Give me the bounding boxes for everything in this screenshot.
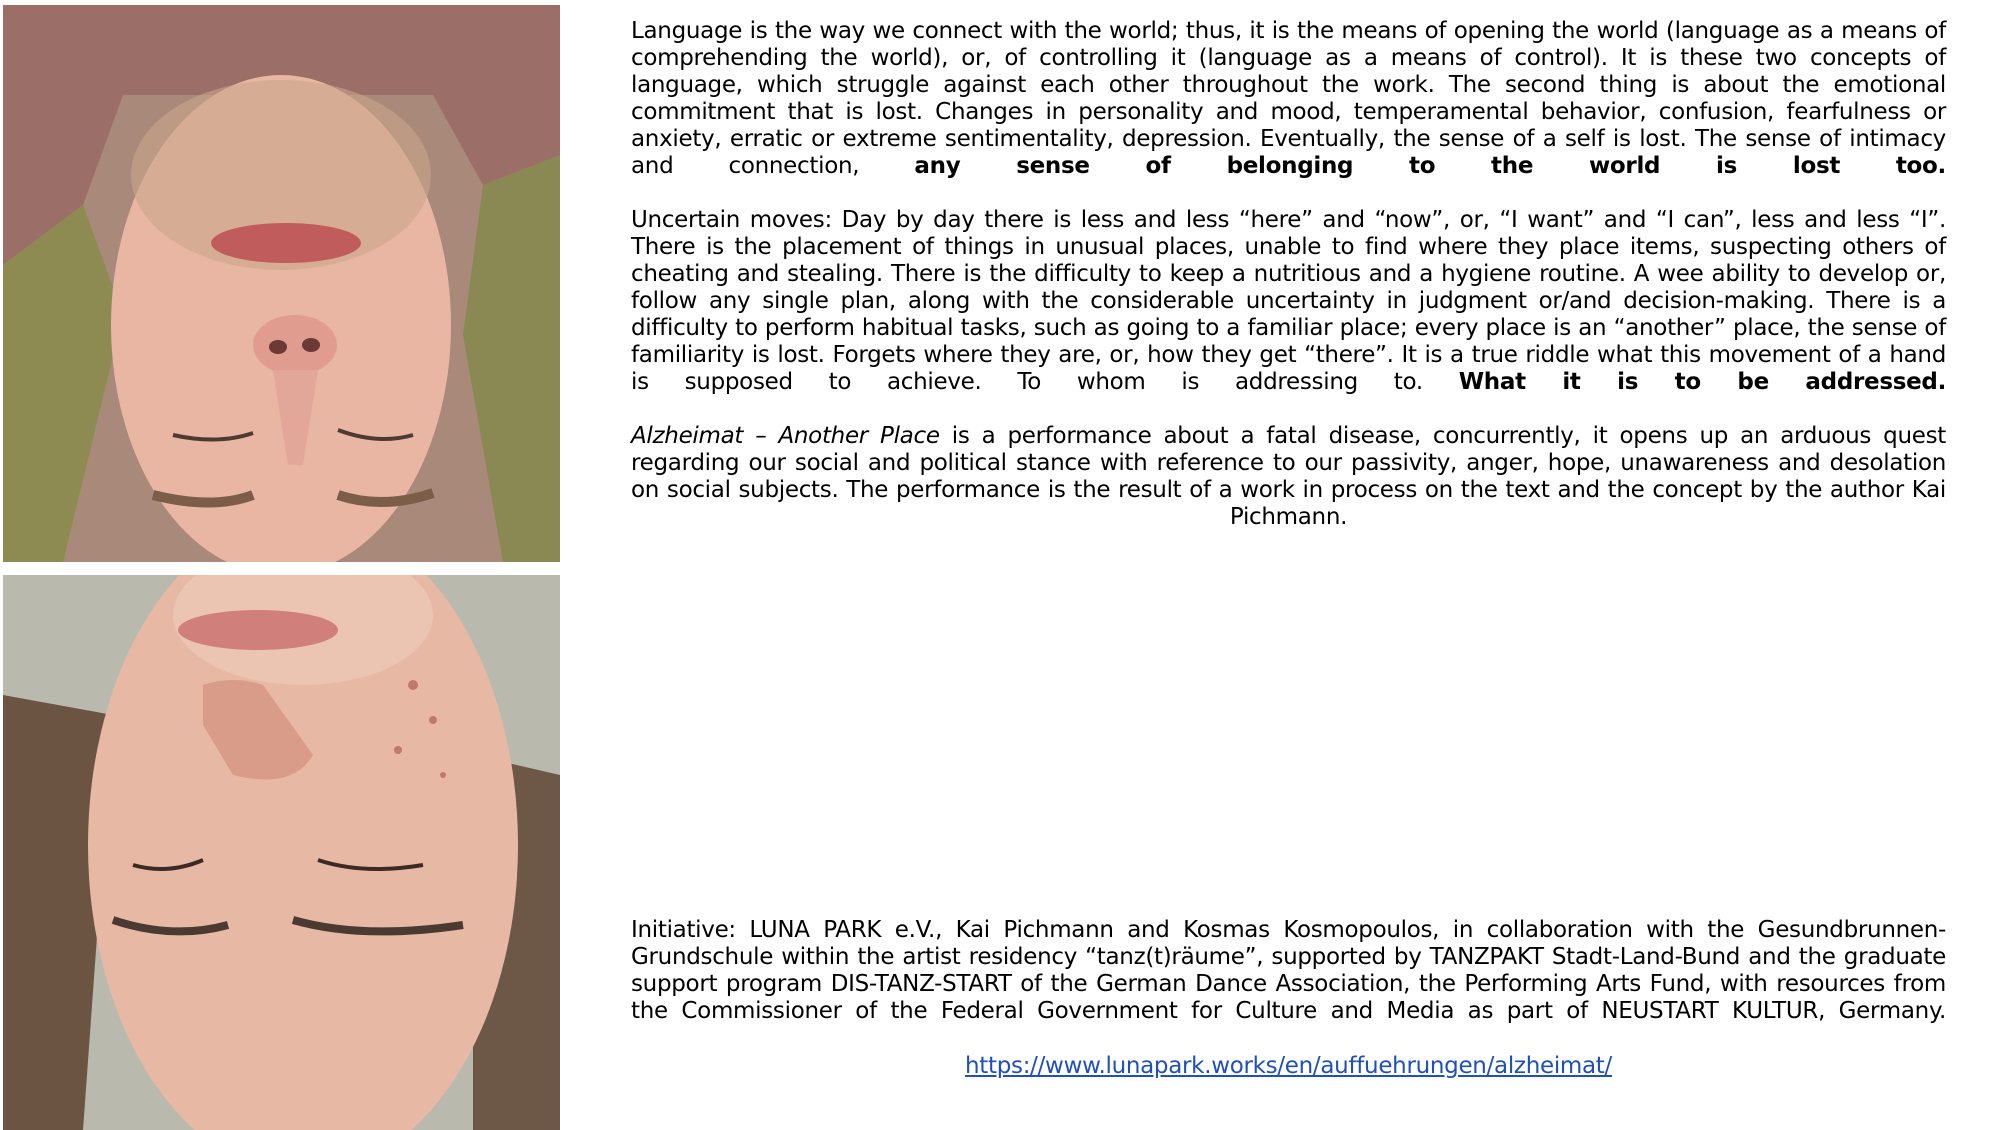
- paragraph-uncertain-moves-text: Uncertain moves: Day by day there is less and less “here” and “now”, or, “I want” and “I can”, less and less “I”. There is the placement of things in unusual places, unable to find where they place items, suspecting others of cheating and stealing. There is the difficulty to keep a nutritious and a hygiene routine. A wee ability to develop or, follow any single plan, along with the considerable uncertainty in judgment or/and decision-making. There is a difficulty to perform habitual tasks, such as going to a familiar place; every place is an “another” place, the sense of familiarity is lost. Forgets where they are, or, how they get “there”. It is a true riddle what this movement of a hand is supposed to achieve. To whom is addressing to.: [631, 207, 1946, 395]
- paragraph-uncertain-moves: [631, 207, 1946, 396]
- paragraph-language: [631, 18, 1946, 180]
- paragraph-alzheimat-text: is a performance about a fatal disease, concurrently, it opens up an arduous quest regarding our social and political stance with reference to our passivity, anger, hope, unawareness and desolation on social subjects. The performance is the result of a work in process on the text and the concept by the author Kai Pichmann.: [631, 423, 1947, 530]
- link-row: [631, 1053, 1946, 1080]
- credits: [631, 917, 1946, 1025]
- photo-upside-down-man: [3, 5, 560, 562]
- paragraph-language-bold: any sense of belonging to the world is lost too.: [914, 153, 1946, 179]
- paragraph-uncertain-moves-bold: What it is to be addressed.: [1458, 369, 1947, 395]
- paragraph-language-text: Language is the way we connect with the world; thus, it is the means of opening the world (language as a means of comprehending the world), or, of controlling it (language as a means of control). It is these two concepts of language, which struggle against each other throughout the work. The second thing is about the emotional commitment that is lost. Changes in personality and mood, temperamental behavior, confusion, fearfulness or anxiety, erratic or extreme sentimentality, depression. Eventually, the sense of a self is lost. The sense of intimacy and connection,: [631, 18, 1946, 179]
- description-text: [631, 18, 1946, 558]
- paragraph-alzheimat: [631, 423, 1946, 531]
- performance-title: Alzheimat – Another Place: [631, 423, 940, 449]
- lunapark-link[interactable]: https://www.lunapark.works/en/auffuehrungen/alzheimat/: [965, 1053, 1612, 1079]
- photo-upside-down-woman: [3, 575, 560, 1130]
- credits-text: Initiative: LUNA PARK e.V., Kai Pichmann and Kosmas Kosmopoulos, in collaboration with the Gesundbrunnen-Grundschule within the artist residency “tanz(t)räume”, supported by TANZPAKT Stadt-Land-Bund and the graduate support program DIS-TANZ-START of the German Dance Association, the Performing Arts Fund, with resources from the Commissioner of the Federal Government for Culture and Media as part of NEUSTART KULTUR, Germany.: [631, 917, 1946, 1024]
